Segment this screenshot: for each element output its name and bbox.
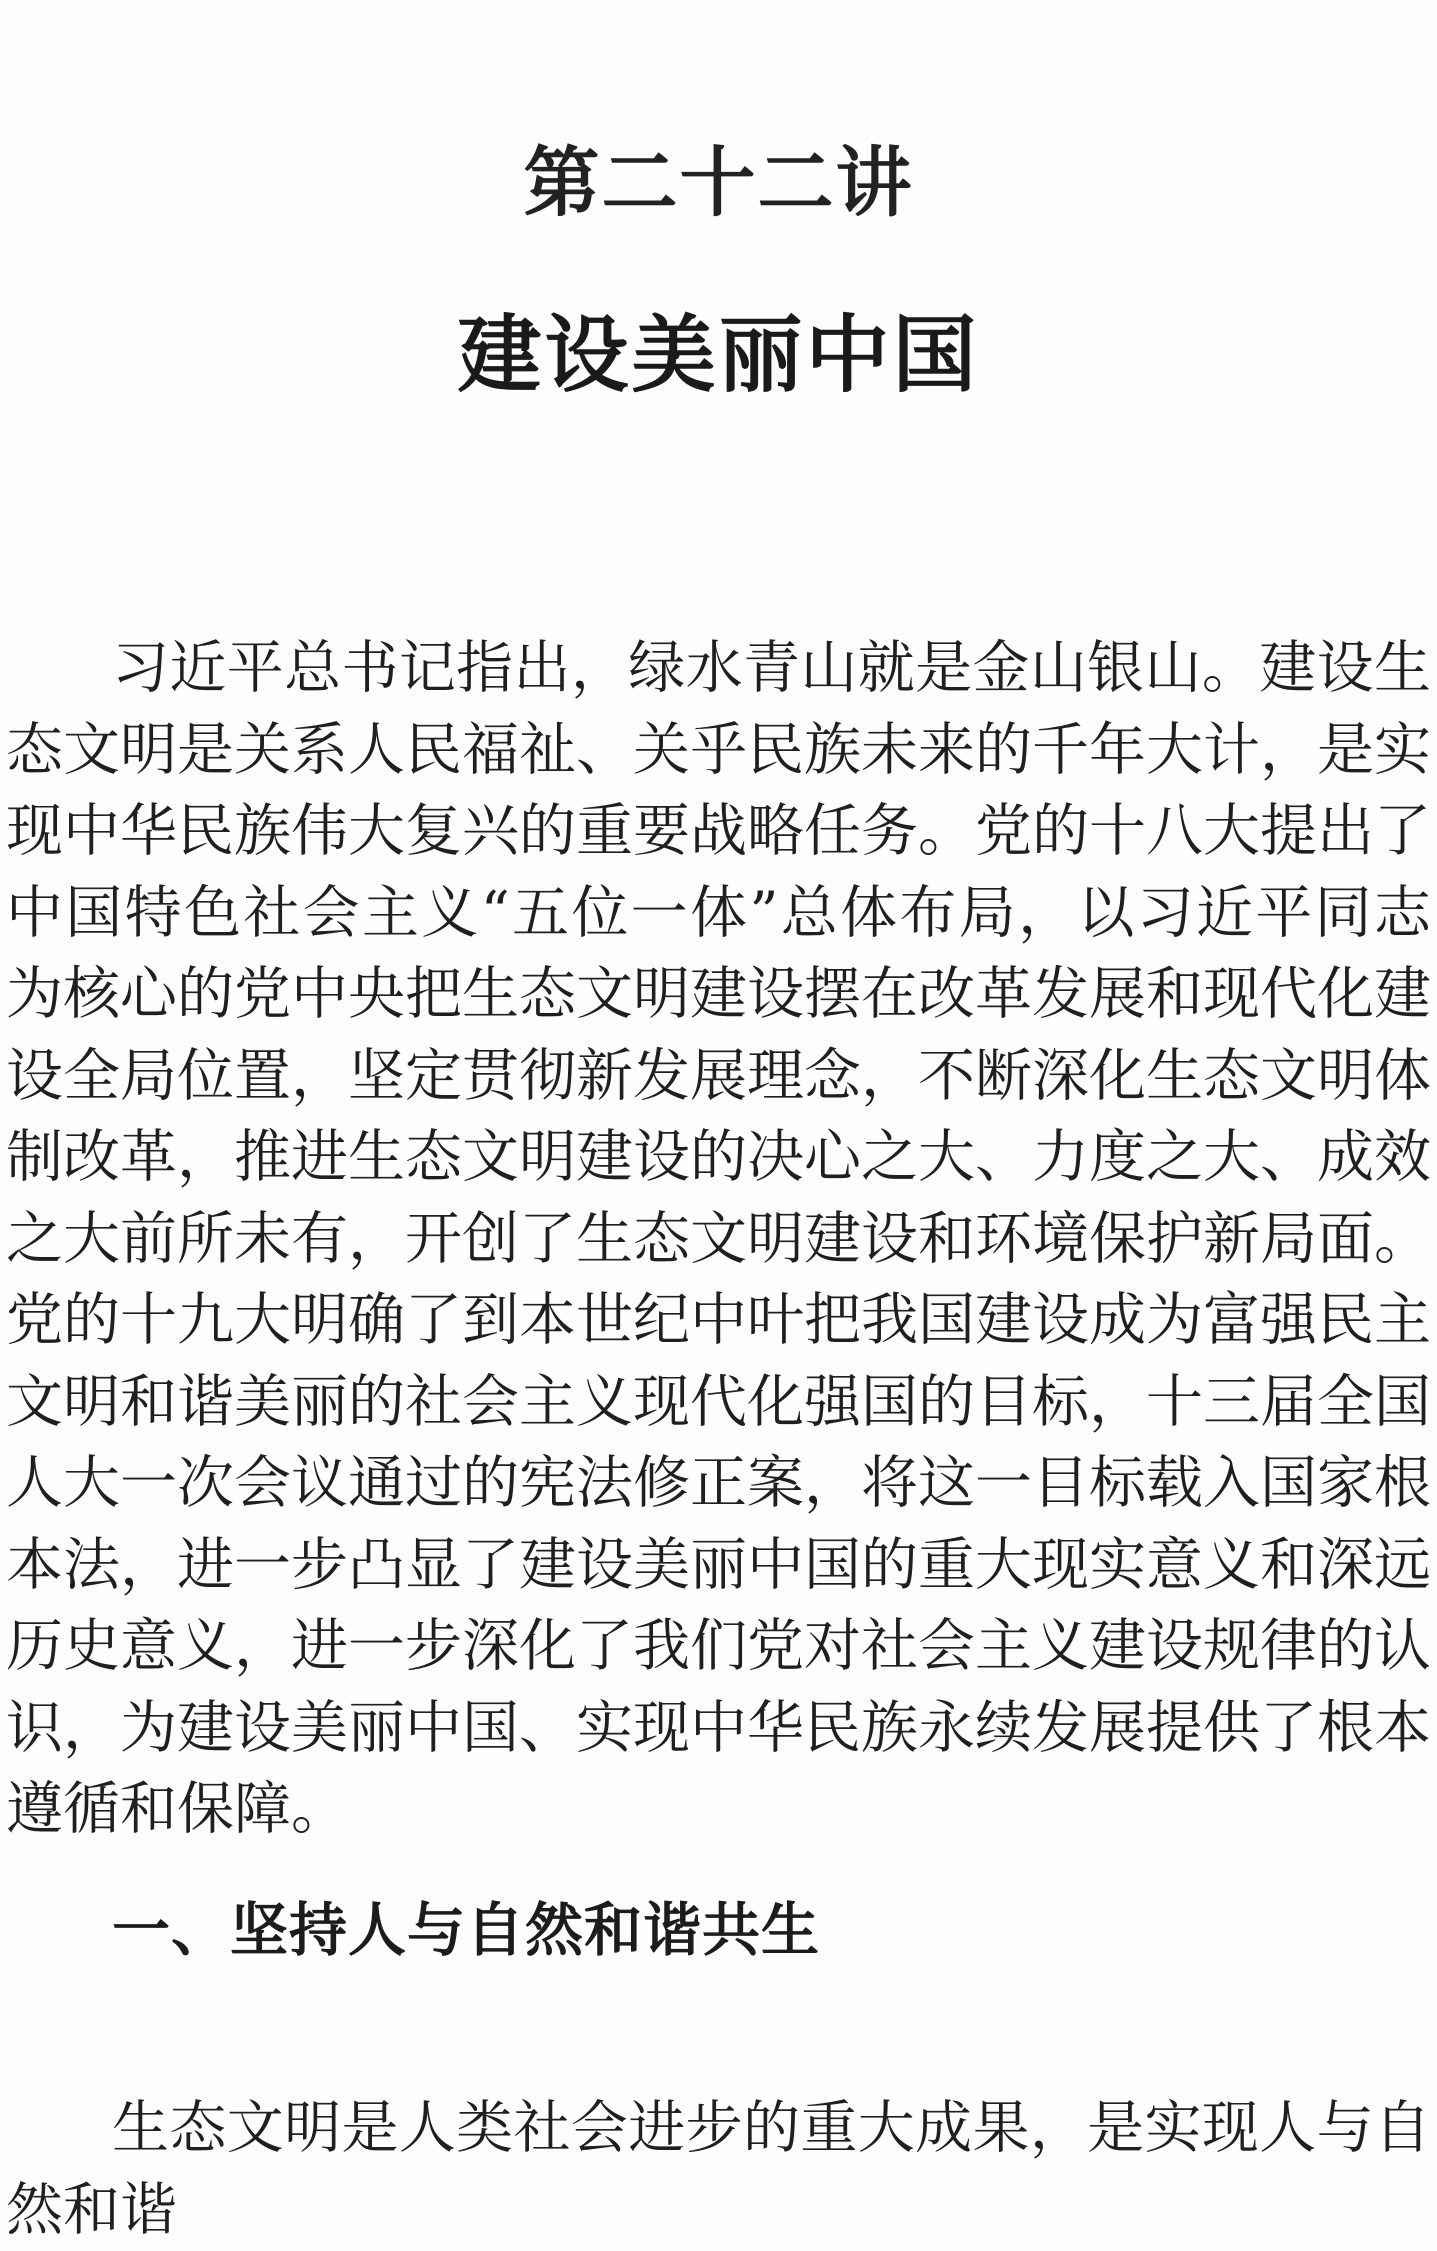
section-heading: 一、坚持人与自然和谐共生 <box>112 1896 821 1964</box>
body-paragraph-intro: 习近平总书记指出，绿水青山就是金山银山。建设生态文明是关系人民福祉、关乎民族未来的千年大计，是实现中华民族伟大复兴的重要战略任务。党的十八大提出了中国特色社会主义“五位一体”总体布局，以习近平同志为核心的党中央把生态文明建设摆在改革发展和现代化建设全局位置，坚定贯彻新发展理念，不断深化生态文明体制改革，推进生态文明建设的决心之大、力度之大、成效之大前所未有，开创了生态文明建设和环境保护新局面。党的十九大明确了到本世纪中叶把我国建设成为富强民主文明和谐美丽的社会主义现代化强国的目标，十三届全国人大一次会议通过的宪法修正案，将这一目标载入国家根本法，进一步凸显了建设美丽中国的重大现实意义和深远历史意义，进一步深化了我们党对社会主义建设规律的认识，为建设美丽中国、实现中华民族永续发展提供了根本遵循和保障。 <box>6 635 1431 1842</box>
lecture-number: 第二十二讲 <box>523 138 914 227</box>
body-paragraph-section-1: 生态文明是人类社会进步的重大成果，是实现人与自然和谐 <box>6 2095 1431 2243</box>
chapter-title: 建设美丽中国 <box>457 306 980 404</box>
